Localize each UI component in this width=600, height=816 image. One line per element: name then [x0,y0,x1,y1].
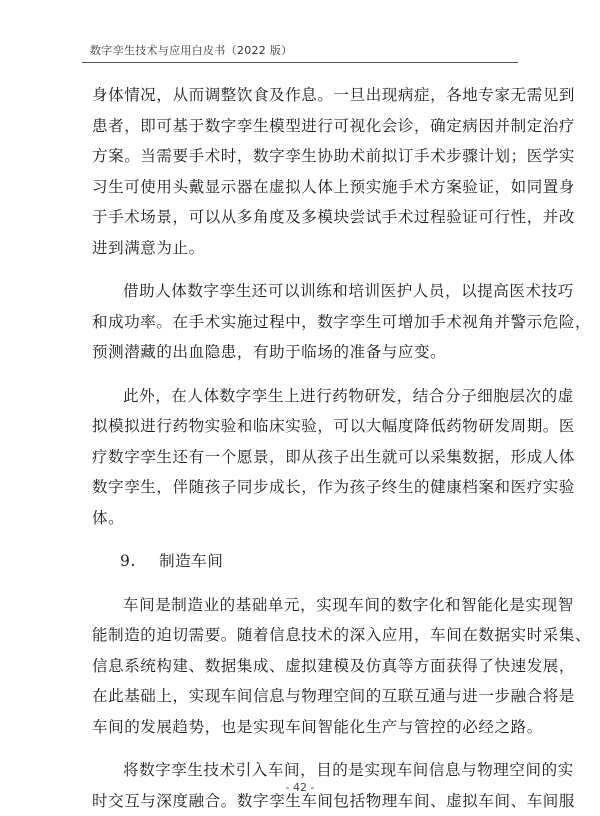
text-line: 此外，在人体数字孪生上进行药物研发，结合分子细胞层次的虚 [92,381,512,412]
text-line: 数字孪生，伴随孩子同步成长，作为孩子终生的健康档案和医疗实验 [92,472,512,503]
paragraph [92,276,512,368]
text-line: 将数字孪生技术引入车间，目的是实现车间信息与物理空间的实 [92,755,512,786]
page-number: - 42 - [0,781,600,794]
paragraph [92,590,512,743]
text-line: 和成功率。在手术实施过程中，数字孪生可增加手术视角并警示危险， [92,307,512,338]
text-line: 体。 [92,503,512,534]
text-line: 患者，即可基于数字孪生模型进行可视化会诊，确定病因并制定治疗 [92,111,512,142]
paragraph [92,381,512,534]
text-line: 借助人体数字孪生还可以训练和培训医护人员，以提高医术技巧 [92,276,512,307]
section-heading [92,546,512,577]
text-line: 在此基础上，实现车间信息与物理空间的互联互通与进一步融合将是 [92,681,512,712]
header-rule [82,62,518,63]
text-line: 拟模拟进行药物实验和临床实验，可以大幅度降低药物研发周期。医 [92,411,512,442]
text-line: 于手术场景，可以从多角度及多模块尝试手术过程验证可行性，并改 [92,202,512,233]
section-number: 9. [120,552,136,570]
text-line: 疗数字孪生还有一个愿景，即从孩子出生就可以采集数据，形成人体 [92,442,512,473]
text-line: 身体情况，从而调整饮食及作息。一旦出现病症，各地专家无需见到 [92,80,512,111]
text-line: 时交互与深度融合。数字孪生车间包括物理车间、虚拟车间、车间服 [92,786,512,816]
running-header: 数字孪生技术与应用白皮书（2022 版） [90,42,293,58]
text-line: 信息系统构建、数据集成、虚拟建模及仿真等方面获得了快速发展， [92,651,512,682]
text-line: 进到满意为止。 [92,233,512,264]
page-body [92,80,512,816]
section-title: 制造车间 [159,552,223,570]
text-line: 方案。当需要手术时，数字孪生协助术前拟订手术步骤计划；医学实 [92,141,512,172]
text-line: 能制造的迫切需要。随着信息技术的深入应用，车间在数据实时采集、 [92,620,512,651]
text-line: 习生可使用头戴显示器在虚拟人体上预实施手术方案验证，如同置身 [92,172,512,203]
text-line: 预测潜藏的出血隐患，有助于临场的准备与应变。 [92,337,512,368]
text-line: 车间的发展趋势，也是实现车间智能化生产与管控的必经之路。 [92,712,512,743]
paragraph [92,80,512,263]
text-line: 车间是制造业的基础单元，实现车间的数字化和智能化是实现智 [92,590,512,621]
